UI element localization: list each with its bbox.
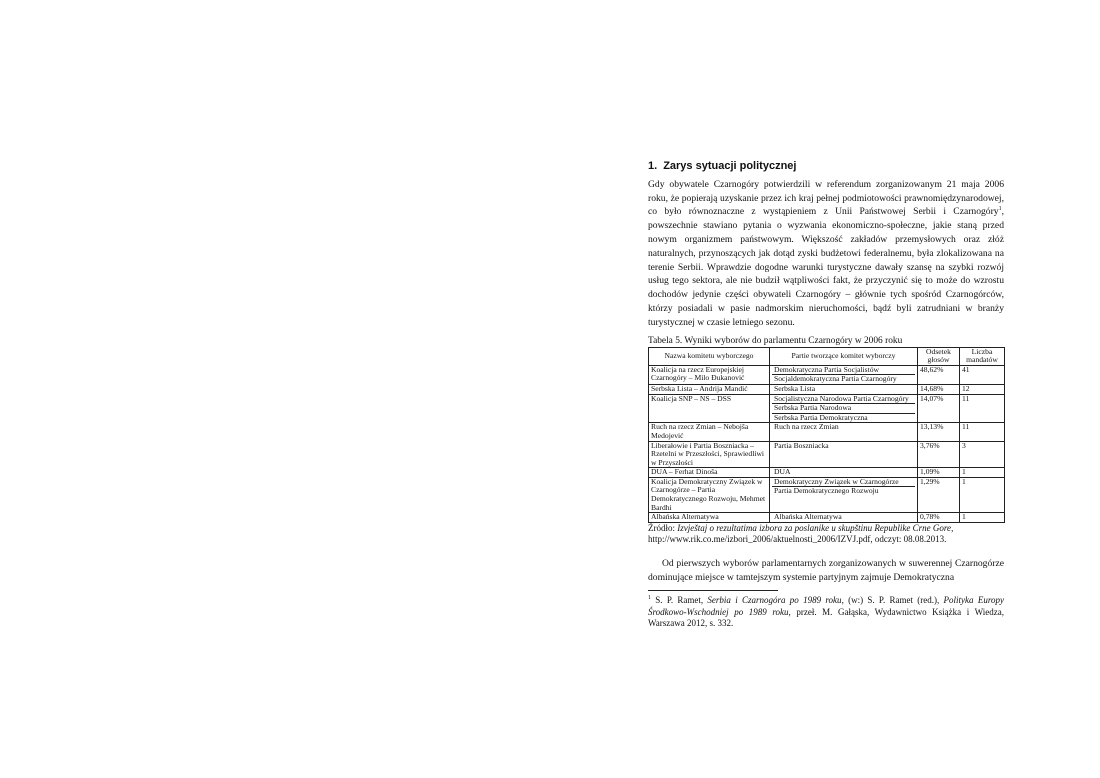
table-row	[649, 441, 1005, 468]
party-name: Demokratyczny Związek w Czarnogórze	[774, 476, 899, 486]
vote-share: 14,68%	[918, 384, 960, 394]
table-header-row	[649, 347, 1005, 365]
section-heading	[648, 160, 1004, 174]
table-row	[649, 477, 1005, 512]
vote-share: 0,78%	[918, 513, 960, 523]
footnote-author: S. P. Ramet,	[651, 595, 708, 606]
party-name: Albańska Alternatywa	[774, 512, 842, 522]
table-row	[649, 365, 1005, 384]
committee-name: Serbska Lista – Andrija Mandić	[649, 384, 770, 394]
header-votes: Odsetek głosów	[918, 347, 960, 365]
table-row	[649, 423, 1005, 441]
committee-name: Albańska Alternatywa	[649, 513, 770, 523]
table-row	[649, 394, 1005, 423]
table-source	[648, 523, 1004, 545]
committee-parties	[770, 441, 918, 468]
committee-parties	[770, 365, 918, 384]
party-name: Socjaldemokratyczna Partia Czarnogóry	[772, 374, 915, 384]
source-url: , http://www.rik.co.me/izbori_2006/aktuelnosti_2006/IZVJ.pdf, odczyt: 08.08.2013.	[648, 522, 954, 544]
committee-parties	[770, 477, 918, 512]
committee-name: Koalicja na rzecz Europejskiej Czarnogóry – Milo Đukanović	[649, 365, 770, 384]
footnote-number: 1	[648, 595, 651, 602]
vote-share: 1,09%	[918, 468, 960, 478]
committee-name: Liberałowie i Partia Boszniacka – Rzetelni w Przeszłości, Sprawiedliwi w Przyszłości	[649, 441, 770, 468]
table-body	[649, 365, 1005, 522]
table-row	[649, 513, 1005, 523]
paragraph-intro	[648, 178, 1004, 330]
paragraph-second: Od pierwszych wyborów parlamentarnych zorganizowanych w suwerennej Czarnogórze dominujące miejsce w tamtejszym systemie partyjnym zajmuje Demokratyczna	[648, 557, 1004, 583]
source-prefix: Źródło:	[648, 522, 678, 533]
committee-name: Ruch na rzecz Zmian – Nebojša Medojević	[649, 423, 770, 441]
header-seats: Liczba mandatów	[960, 347, 1005, 365]
party-name: Ruch na rzecz Zmian	[774, 422, 839, 432]
committee-parties	[770, 384, 918, 394]
table-row	[649, 384, 1005, 394]
party-name: Socjalistyczna Narodowa Partia Czarnogóry	[774, 393, 909, 403]
footnote-title: Serbia i Czarnogóra po 1989 roku	[707, 595, 842, 606]
party-name: Partia Demokratycznego Rozwoju	[772, 486, 915, 496]
seat-count: 1	[960, 468, 1005, 478]
vote-share: 14,07%	[918, 394, 960, 423]
seat-count: 1	[960, 513, 1005, 523]
seat-count: 1	[960, 477, 1005, 512]
party-name: DUA	[774, 467, 791, 477]
footnote-publisher: , przeł. M. Gałąska, Wydawnictwo Książka i Wiedza, Warszawa 2012, s. 332.	[648, 606, 1004, 629]
section-title: Zarys sytuacji politycznej	[663, 160, 797, 172]
election-results-table	[648, 347, 1005, 523]
page-content	[648, 160, 1004, 630]
committee-parties	[770, 423, 918, 441]
vote-share: 1,29%	[918, 477, 960, 512]
committee-parties	[770, 394, 918, 423]
table-row	[649, 468, 1005, 478]
header-parties: Partie tworzące komitet wyborczy	[770, 347, 918, 365]
seat-count: 11	[960, 394, 1005, 423]
footnote-book-title: Polityka Europy Środkowo-Wschodniej po 1989 roku	[648, 595, 1004, 617]
committee-parties	[770, 513, 918, 523]
party-name: Partia Boszniacka	[774, 440, 829, 450]
paragraph-text-cont: , powszechnie stawiano pytania o wyzwania ekonomiczno-społeczne, jakie staną przed nowym organizmem państwowym. Większość zakładów przemysłowych oraz złóż naturalnych, przynoszących jak dotąd zyski budżetowi federalnemu, była zlokalizowana na terenie Serbii. Wprawdzie dogodne warunki turystyczne dawały szansę na szybki rozwój usług tego sektora, ale nie budził wątpliwości fakt, że przyczynić się to może do wzrostu dochodów jedynie części obywateli Czarnogóry – głównie tych spośród Czarnogórców, którzy posiadali w pasie nadmorskim nieruchomości, bądź byli zatrudniani w branży turystycznej w czasie letniego sezonu.	[648, 206, 1004, 328]
table-caption: Tabela 5. Wyniki wyborów do parlamentu Czarnogóry w 2006 roku	[648, 335, 903, 346]
section-number: 1.	[648, 160, 658, 172]
footnote-divider	[648, 590, 778, 591]
source-title: Izvještaj o rezultatima izbora za poslanike u skupštinu Republike Crne Gore	[677, 522, 952, 533]
header-committee: Nazwa komitetu wyborczego	[649, 347, 770, 365]
party-name: Serbska Partia Demokratyczna	[772, 413, 915, 423]
party-name: Demokratyczna Partia Socjalistów	[774, 364, 880, 374]
committee-name: Koalicja SNP – NS – DSS	[649, 394, 770, 423]
vote-share: 3,76%	[918, 441, 960, 468]
paragraph-text: Gdy obywatele Czarnogóry potwierdzili w referendum zorganizowanym 21 maja 2006 roku, że popierają uzyskanie przez ich kraj pełnej podmiotowości prawnomiędzynarodowej, co było równoznaczne z wystąpieniem z Unii Państwowej Serbii i Czarnogóry	[648, 178, 1004, 218]
seat-count: 41	[960, 365, 1005, 384]
committee-parties	[770, 468, 918, 478]
footnote	[648, 595, 1004, 630]
vote-share: 48,62%	[918, 365, 960, 384]
committee-name: Koalicja Demokratyczny Związek w Czarnogórze – Partia Demokratycznego Rozwoju, Mehmet Bardhi	[649, 477, 770, 512]
footnote-ref[interactable]: 1	[998, 206, 1002, 213]
committee-name: DUA – Ferhat Dinoša	[649, 468, 770, 478]
party-name: Serbska Lista	[774, 383, 816, 393]
party-name: Serbska Partia Narodowa	[772, 403, 915, 413]
seat-count: 3	[960, 441, 1005, 468]
seat-count: 11	[960, 423, 1005, 441]
vote-share: 13,13%	[918, 423, 960, 441]
footnote-editor: , (w:) S. P. Ramet (red.),	[841, 595, 944, 606]
seat-count: 12	[960, 384, 1005, 394]
